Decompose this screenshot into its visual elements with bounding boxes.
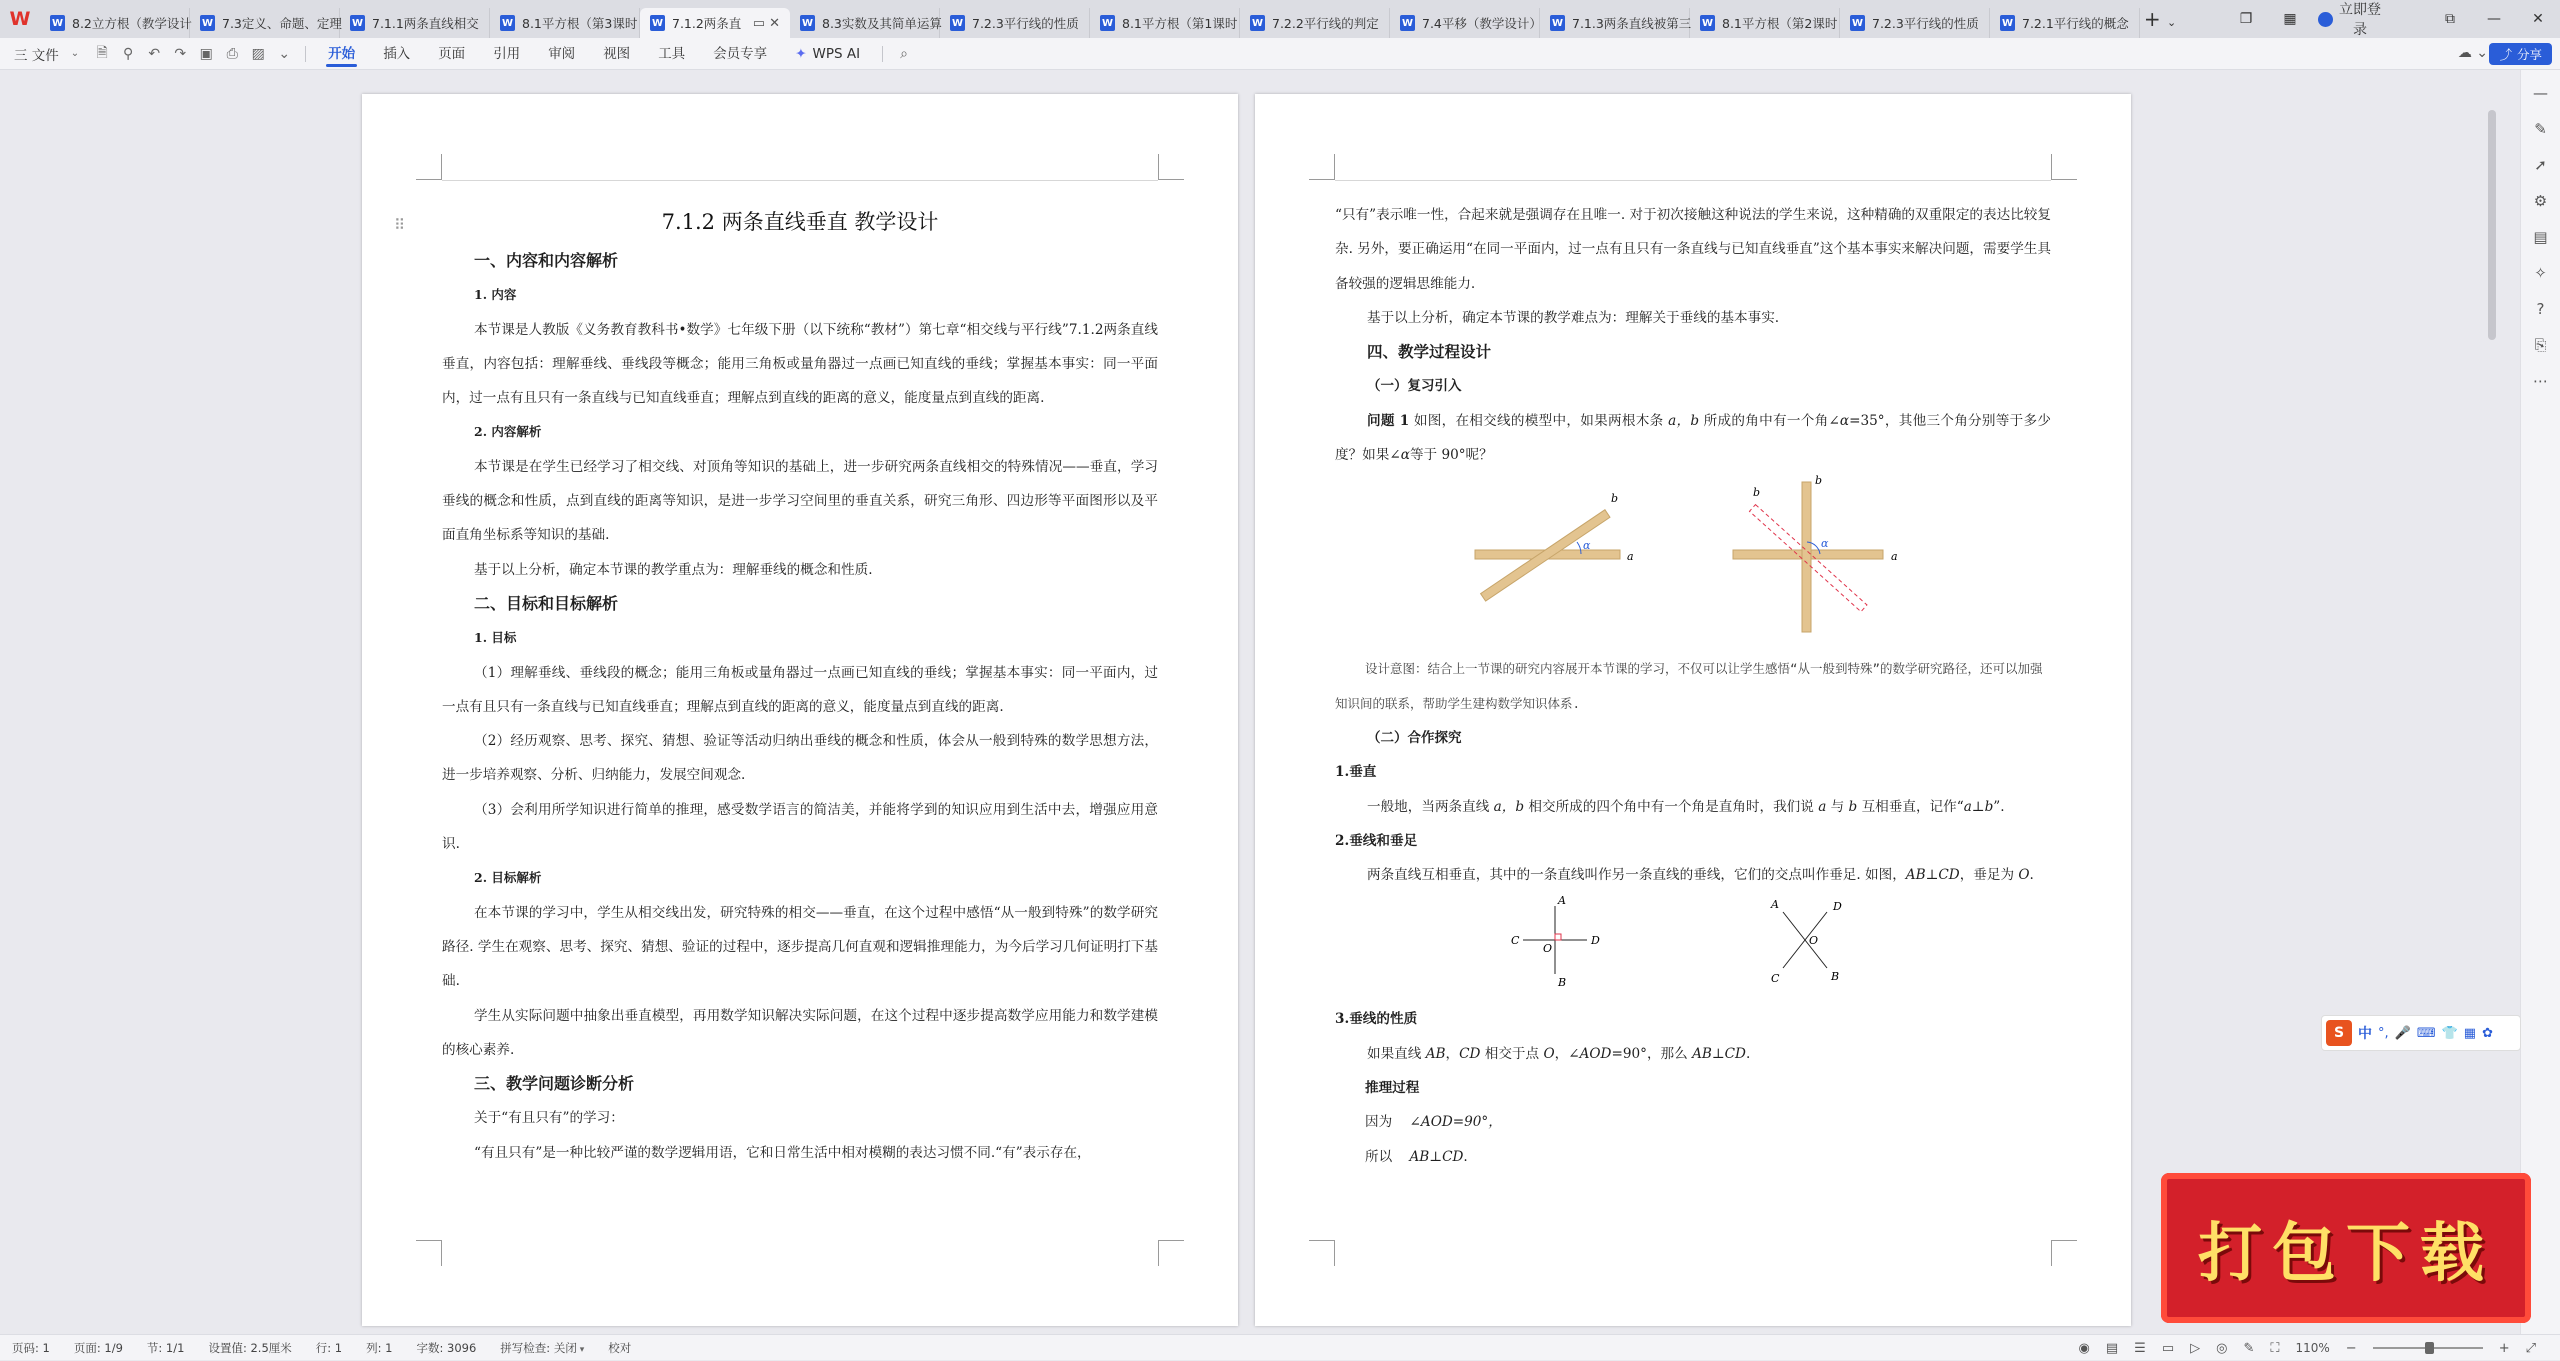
login-button[interactable] — [2312, 0, 2388, 39]
paragraph: 基于以上分析，确定本节课的教学难点为：理解关于垂线的基本事实. — [1367, 309, 1780, 326]
alpha-label: α — [1583, 539, 1591, 553]
math-var: b — [1848, 798, 1858, 815]
tab-label: 7.2.3平行线的性质 — [1872, 16, 1979, 31]
word-doc-icon: W — [1550, 15, 1565, 31]
section-heading: 一、内容和内容解析 — [474, 251, 619, 270]
divider — [882, 46, 883, 62]
reason-line-2 — [1365, 1140, 2051, 1174]
text-span: 相交于点 — [1480, 1045, 1544, 1062]
collapse-icon[interactable]: — — [2533, 84, 2548, 102]
margin-corner — [2051, 1240, 2077, 1266]
label-A: A — [1558, 894, 1566, 908]
paragraph: 在本节课的学习中，学生从相交线出发，研究特殊的相交——垂直，在这个过程中感悟“从一般到特殊”的数学研究路径. 学生在观察、思考、探究、猜想、验证的过程中，逐步提高几何直观和逻辑推理能力，为今后学习几何证明打下基础. — [442, 904, 1158, 990]
tab-close-icon[interactable]: ✕ — [769, 15, 780, 31]
section-heading: 三、教学问题诊断分析 — [474, 1074, 635, 1094]
label-C: C — [1511, 934, 1520, 948]
login-label: 立即登录 — [2339, 2, 2381, 38]
tab-label: 8.1平方根（第1课时 — [1122, 16, 1238, 31]
select-icon[interactable]: ➚ — [2534, 156, 2547, 174]
word-doc-icon: W — [650, 15, 665, 31]
word-doc-icon: W — [50, 15, 65, 31]
adjust-icon[interactable]: ⚙ — [2533, 192, 2548, 210]
math-var: a，b — [1668, 412, 1700, 429]
tab-document[interactable] — [190, 8, 340, 38]
tab-document[interactable] — [1090, 8, 1240, 38]
drag-handle-icon[interactable]: ⠿ — [394, 216, 405, 234]
paragraph — [1335, 1037, 2051, 1071]
text-span: . — [1745, 1045, 1751, 1062]
menu-item[interactable]: 开始 — [314, 38, 369, 70]
export-pdf-icon[interactable]: ▣ — [199, 45, 213, 62]
document-page-1[interactable] — [362, 94, 1238, 1326]
section-heading: 四、教学过程设计 — [1367, 342, 1492, 362]
menu-item[interactable]: 工具 — [658, 45, 686, 62]
tab-label: 8.1平方根（第3课时 — [522, 16, 638, 31]
word-doc-icon: W — [950, 15, 965, 31]
margin-corner — [1309, 1240, 1335, 1266]
tab-document[interactable] — [1690, 8, 1840, 38]
skin-icon[interactable]: 👕 — [2441, 1025, 2458, 1041]
avatar-icon — [2318, 12, 2333, 27]
style-icon[interactable]: ▤ — [2533, 228, 2548, 246]
design-note: 设计意图：结合上一节课的研究内容展开本节课的学习，不仅可以让学生感悟“从一般到特殊”的数学研究路径，还可以加强知识间的联系，帮助学生建构数学知识体系. — [1335, 661, 2043, 711]
close-window-icon[interactable]: ✕ — [2532, 11, 2544, 27]
share-button[interactable] — [2489, 43, 2552, 65]
zoom-slider[interactable] — [2373, 1347, 2483, 1349]
wood-strip-b — [1802, 482, 1811, 632]
wps-ai-button[interactable] — [781, 46, 874, 62]
keyboard-icon[interactable]: ⌨ — [2416, 1025, 2436, 1041]
page-view-icon[interactable]: ▤ — [2105, 1340, 2119, 1356]
punctuation-icon[interactable]: °, — [2378, 1025, 2389, 1041]
text-span: ， — [1445, 1045, 1460, 1062]
text-span: 互相垂直，记作“ — [1857, 798, 1964, 815]
status-col[interactable]: 列: 1 — [366, 1340, 393, 1355]
margin-corner — [416, 154, 442, 180]
margin-corner — [1158, 154, 1184, 180]
redo-icon[interactable]: ↷ — [174, 45, 187, 62]
text-span: 一般地，当两条直线 — [1367, 798, 1494, 815]
label-O: O — [1543, 942, 1553, 956]
question-label: 问题 1 — [1367, 412, 1410, 429]
tab-document[interactable] — [790, 8, 940, 38]
tab-document[interactable] — [1540, 8, 1690, 38]
share-icon: ⤴ — [2499, 47, 2512, 62]
apps-icon[interactable]: ▦ — [2463, 1025, 2477, 1041]
status-word-count[interactable]: 字数: 3096 — [416, 1340, 477, 1355]
text-span: 如果直线 — [1367, 1045, 1426, 1062]
fullscreen-icon[interactable]: ⤢ — [2525, 1340, 2536, 1356]
label-B: B — [1831, 970, 1840, 984]
margin-corner — [1309, 154, 1335, 180]
paragraph: “只有”表示唯一性，合起来就是强调存在且唯一. 对于初次接触这种说法的学生来说，这种精确的双重限定的表达比较复杂. 另外，要正确运用“在同一平面内，过一点有且只有一条直线与已知直线垂直”这个基本事实来解决问题，需要学生具备较强的逻辑思维能力. — [1335, 207, 2051, 292]
math-var: ∠AOD=90°， — [1409, 1114, 1502, 1131]
alpha-label: α — [1821, 537, 1829, 551]
wood-strips-figure — [1335, 472, 2051, 652]
word-doc-icon: W — [800, 15, 815, 31]
ime-lang[interactable]: 中 — [2358, 1026, 2372, 1042]
label-a: a — [1891, 550, 1898, 564]
heading-perpendicular-foot: 2.垂线和垂足 — [1335, 832, 1418, 849]
status-bar — [0, 1334, 2560, 1360]
label-O: O — [1809, 934, 1819, 948]
heading-properties: 3.垂线的性质 — [1335, 1011, 1418, 1028]
label-A: A — [1771, 898, 1779, 912]
status-pages[interactable]: 页面: 1/9 — [73, 1340, 123, 1355]
math-var: AOD — [1579, 1045, 1612, 1062]
wps-logo-icon[interactable]: W — [9, 8, 31, 30]
sogou-logo-icon: S — [2326, 1020, 2352, 1046]
tab-document[interactable] — [1840, 8, 1990, 38]
paragraph — [1335, 858, 2051, 892]
tab-label: 7.3定义、命题、定理 — [222, 16, 342, 31]
word-doc-icon: W — [1100, 15, 1115, 31]
ime-toolbar[interactable] — [2321, 1015, 2521, 1051]
word-doc-icon: W — [2000, 15, 2015, 31]
math-var: α — [1400, 447, 1410, 464]
wood-strips-svg — [1335, 472, 2051, 652]
tab-window-icon[interactable]: ▭ — [752, 15, 766, 31]
more-icon[interactable]: ⋯ — [2533, 372, 2548, 390]
paragraph: 学生从实际问题中抽象出垂直模型，再用数学知识解决实际问题，在这个过程中逐步提高数学应用能力和数学建模的核心素养. — [442, 1007, 1158, 1058]
download-banner-label: 打包下载 — [2198, 1216, 2494, 1291]
play-icon[interactable]: ▷ — [2190, 1340, 2201, 1356]
help-icon[interactable]: ? — [2536, 300, 2545, 318]
label-B: B — [1558, 976, 1567, 990]
subsection-heading: （一）复习引入 — [1367, 378, 1462, 395]
tab-label: 8.2立方根（教学设计 — [72, 16, 192, 31]
tools-icon[interactable]: ✧ — [2534, 264, 2547, 282]
subsection-heading: 2. 内容解析 — [474, 424, 542, 440]
page2-body — [1335, 198, 2051, 1174]
text-span: 因为 — [1365, 1114, 1393, 1131]
chevron-down-icon[interactable]: ⌄ — [70, 48, 80, 59]
share-doc-icon[interactable]: ⎘ — [2534, 336, 2547, 354]
text-span: . — [1463, 1148, 1468, 1165]
status-row[interactable]: 行: 1 — [315, 1340, 343, 1355]
undo-icon[interactable]: ↶ — [148, 45, 161, 62]
math-var: AB — [1425, 1045, 1446, 1062]
restore-window-icon[interactable]: ⧉ — [2445, 11, 2455, 27]
label-a: a — [1627, 550, 1634, 564]
tab-document[interactable] — [1990, 8, 2140, 38]
status-page-code[interactable]: 页码: 1 — [12, 1340, 50, 1355]
ai-icon: ✦ — [795, 45, 807, 62]
section-heading: 二、目标和目标解析 — [474, 593, 619, 613]
save-icon[interactable]: 🗎 — [96, 44, 108, 61]
text-span: 等于 90°呢？ — [1409, 447, 1493, 464]
window-controls — [2224, 0, 2560, 38]
microphone-icon[interactable]: 🎤 — [2394, 1025, 2411, 1041]
text-span: ”. — [1993, 798, 2005, 815]
paragraph — [1335, 790, 2051, 824]
word-doc-icon: W — [1400, 15, 1415, 31]
share-label: 分享 — [2516, 47, 2542, 62]
margin-corner — [1158, 1240, 1184, 1266]
ime-more-icon[interactable]: ✿ — [2482, 1025, 2493, 1041]
tab-bar — [0, 0, 2560, 38]
wps-ai-label: WPS AI — [812, 45, 861, 62]
download-banner[interactable] — [2161, 1173, 2531, 1323]
word-doc-icon: W — [350, 15, 365, 31]
question-1 — [1335, 404, 2051, 473]
tab-document[interactable] — [40, 8, 190, 38]
tab-document[interactable] — [940, 8, 1090, 38]
margin-corner — [416, 1240, 442, 1266]
text-span: 两条直线互相垂直，其中的一条直线叫作另一条直线的垂线，它们的交点叫作垂足. 如图， — [1367, 867, 1906, 884]
window-layout-icon[interactable]: ❐ — [2239, 11, 2253, 27]
math-var: O — [1543, 1045, 1555, 1062]
tab-label: 7.1.3两条直线被第三 — [1572, 16, 1692, 31]
tab-label: 7.1.2两条直 — [672, 16, 742, 31]
more-chevron-icon[interactable]: ⌄ — [278, 45, 291, 62]
search-icon[interactable]: ⌕ — [900, 45, 908, 62]
paragraph: 基于以上分析，确定本节课的教学重点为：理解垂线的概念和性质. — [474, 561, 873, 578]
tab-document[interactable] — [640, 8, 790, 38]
tab-label: 8.3实数及其简单运算 — [822, 16, 942, 31]
math-var: a，b — [1493, 798, 1525, 815]
paragraph: 本节课是在学生已经学习了相交线、对顶角等知识的基础上，进一步研究两条直线相交的特殊情况——垂直，学习垂线的概念和性质，点到直线的距离等知识，是进一步学习空间里的垂直关系，研究三角形、四边形等平面图形以及平面直角坐标系等知识的基础. — [442, 458, 1158, 544]
divider — [305, 46, 306, 62]
text-span: 相交所成的四个角中有一个角是直角时，我们说 — [1524, 798, 1819, 815]
vertical-scrollbar[interactable] — [2488, 110, 2496, 340]
document-page-2[interactable] — [1255, 94, 2131, 1326]
label-b-prime: b — [1753, 486, 1761, 500]
label-b: b — [1815, 474, 1823, 488]
text-span: ，垂足为 — [1959, 867, 2019, 884]
text-span: =35°，其他三个角分别等于多少度？如果∠ — [1335, 412, 2052, 464]
paragraph: （3）会利用所学知识进行简单的推理，感受数学语言的简洁美，并能将学到的知识应用到生活中去，增强应用意识. — [442, 801, 1158, 853]
heading-reasoning: 推理过程 — [1365, 1080, 1420, 1097]
text-span: ，∠ — [1554, 1045, 1580, 1062]
word-doc-icon: W — [200, 15, 215, 31]
paragraph: “有且只有”是一种比较严谨的数学逻辑用语，它和日常生活中相对模糊的表达习惯不同.“有”表示存在， — [474, 1144, 1091, 1161]
menu-bar — [0, 38, 2560, 70]
paragraph: （1）理解垂线、垂线段的概念；能用三角板或量角器过一点画已知直线的垂线；掌握基本事实：同一平面内，过一点有且只有一条直线与已知直线垂直；理解点到直线的距离的意义，能度量点到直线的距离. — [442, 664, 1158, 715]
header-line — [1335, 180, 2051, 181]
menu-item[interactable]: 视图 — [603, 45, 631, 62]
web-view-icon[interactable]: ◎ — [2216, 1340, 2228, 1356]
pen-icon[interactable]: ✎ — [2534, 120, 2547, 138]
figure-cross-diagonal — [1770, 898, 1842, 985]
tab-document[interactable] — [1390, 8, 1540, 38]
subsection-heading: 1. 目标 — [474, 630, 517, 646]
print-icon[interactable]: ⎙ — [226, 45, 238, 62]
word-doc-icon: W — [1850, 15, 1865, 31]
paragraph: 本节课是人教版《义务教育教科书•数学》七年级下册（以下统称“教材”）第七章“相交线与平行线”7.1.2两条直线垂直，内容包括：理解垂线、垂线段等概念；能用三角板或量角器过一点画已知直线的垂线；掌握基本事实：同一平面内，过一点有且只有一条直线与已知直线垂直；理解点到直线的距离的意义，能度量点到直线的距离. — [442, 321, 1158, 407]
tab-label: 7.2.2平行线的判定 — [1272, 16, 1379, 31]
perpendicular-svg — [1335, 892, 2051, 1002]
perpendicular-figure — [1335, 892, 2051, 1002]
right-sidebar — [2520, 70, 2560, 1342]
figure-cross-upright — [1511, 894, 1600, 989]
menu-item[interactable]: 引用 — [493, 45, 521, 62]
text-span: =90°，那么 — [1611, 1045, 1693, 1062]
word-doc-icon: W — [500, 15, 515, 31]
text-span: 所成的角中有一个角∠ — [1699, 412, 1840, 429]
subsection-heading: 1. 内容 — [474, 287, 517, 303]
math-var: a — [1818, 798, 1827, 815]
math-var: O — [2018, 867, 2030, 884]
label-D: D — [1833, 900, 1842, 914]
tab-label: 7.2.3平行线的性质 — [972, 16, 1079, 31]
text-span: 与 — [1826, 798, 1849, 815]
zoom-in-icon[interactable]: + — [2498, 1340, 2510, 1356]
read-view-icon[interactable]: ▭ — [2161, 1340, 2175, 1356]
word-doc-icon: W — [1250, 15, 1265, 31]
text-span: 如图，在相交线的模型中，如果两根木条 — [1413, 412, 1669, 429]
new-tab-button[interactable]: + ⌄ — [2143, 7, 2177, 31]
paragraph: 关于“有且只有”的学习： — [474, 1110, 624, 1127]
subsection-heading: （二）合作探究 — [1367, 729, 1462, 746]
tab-label: 7.4平移（教学设计） — [1422, 16, 1542, 31]
file-menu[interactable]: 三 文件 — [14, 47, 59, 64]
paragraph: （2）经历观察、思考、探究、猜想、验证等活动归纳出垂线的概念和性质，体会从一般到特殊的数学思想方法，进一步培养观察、分析、归纳能力，发展空间观念. — [442, 733, 1158, 784]
tab-document[interactable] — [490, 8, 640, 38]
math-var: AB⊥CD — [1409, 1148, 1464, 1165]
edit-icon[interactable]: ✎ — [2243, 1340, 2255, 1356]
text-span: . — [2029, 867, 2034, 884]
tab-document[interactable] — [340, 8, 490, 38]
menu-item[interactable]: 页面 — [438, 45, 466, 62]
tab-label: 7.1.1两条直线相交 — [372, 16, 479, 31]
tab-label: 7.2.1平行线的概念 — [2022, 16, 2129, 31]
menu-item[interactable]: 会员专享 — [713, 45, 768, 62]
status-spell-check[interactable]: 拼写检查: 关闭 ▾ — [488, 1340, 596, 1356]
math-var: AB⊥CD — [1692, 1045, 1746, 1062]
math-var: CD — [1459, 1045, 1481, 1062]
subsection-heading: 2. 目标解析 — [474, 870, 542, 886]
label-b: b — [1611, 492, 1619, 506]
image-icon[interactable]: ▨ — [251, 45, 265, 62]
zoom-out-icon[interactable]: − — [2345, 1340, 2357, 1356]
tab-label: 8.1平方根（第2课时 — [1722, 16, 1838, 31]
figure-acute — [1475, 492, 1634, 601]
reason-line-1 — [1365, 1105, 2051, 1139]
label-C: C — [1771, 972, 1780, 986]
view-controls — [2071, 1335, 2544, 1361]
status-proof[interactable]: 校对 — [608, 1340, 632, 1355]
margin-corner — [2051, 154, 2077, 180]
label-D: D — [1591, 934, 1600, 948]
heading-perpendicular: 1.垂直 — [1335, 764, 1377, 781]
math-var: AB⊥CD — [1905, 867, 1960, 884]
search-doc-icon[interactable]: ⚲ — [123, 45, 134, 62]
menu-item[interactable]: 插入 — [383, 45, 411, 62]
zoom-level[interactable]: 110% — [2295, 1341, 2330, 1355]
eye-icon[interactable]: ◉ — [2078, 1340, 2090, 1356]
math-var: α — [1839, 412, 1850, 429]
list-view-icon[interactable]: ☰ — [2134, 1340, 2146, 1356]
word-doc-icon: W — [1700, 15, 1715, 31]
status-section[interactable]: 节: 1/1 — [146, 1340, 185, 1355]
right-angle-mark — [1555, 934, 1561, 940]
minimize-icon[interactable]: — — [2487, 11, 2501, 27]
page-title: 7.1.2 两条直线垂直 教学设计 — [661, 210, 939, 234]
figure-right — [1733, 474, 1898, 632]
text-span: 所以 — [1365, 1148, 1393, 1165]
tab-document[interactable] — [1240, 8, 1390, 38]
cloud-sync-icon[interactable]: ☁ ⌄ — [2457, 45, 2488, 61]
status-setting[interactable]: 设置值: 2.5厘米 — [208, 1340, 292, 1355]
menu-item[interactable]: 审阅 — [548, 45, 576, 62]
header-line — [442, 180, 1158, 181]
fit-page-icon[interactable]: ⛶ — [2270, 1340, 2280, 1356]
page1-body — [442, 200, 1158, 1170]
math-var: a⊥b — [1963, 798, 1994, 815]
grid-icon[interactable]: ▦ — [2283, 11, 2297, 27]
